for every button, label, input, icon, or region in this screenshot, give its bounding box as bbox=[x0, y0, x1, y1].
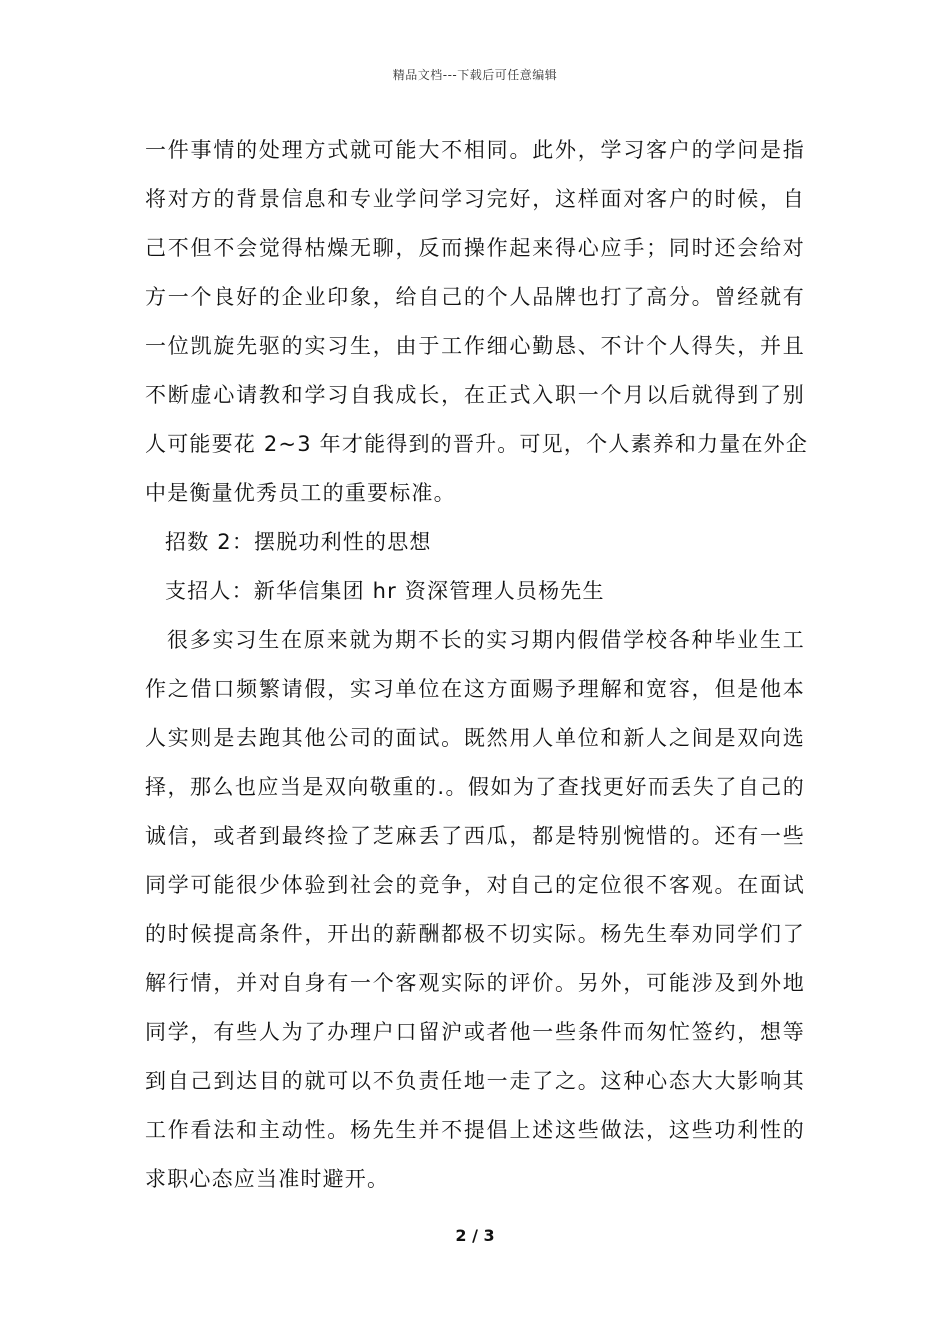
document-body bbox=[145, 126, 809, 1204]
text-line: 择，那么也应当是双向敬重的.。假如为了查找更好而丢失了自己的 bbox=[145, 775, 805, 799]
text-line: 解行情，并对自身有一个客观实际的评价。另外，可能涉及到外地 bbox=[145, 971, 805, 995]
text-line: 人实则是去跑其他公司的面试。既然用人单位和新人之间是双向选 bbox=[145, 726, 805, 750]
text-line: 作之借口频繁请假，实习单位在这方面赐予理解和宽容，但是他本 bbox=[145, 677, 805, 701]
text-line: 到自己到达目的就可以不负责任地一走了之。这种心态大大影响其 bbox=[145, 1069, 805, 1093]
text-line: 诚信，或者到最终捡了芝麻丢了西瓜，都是特别惋惜的。还有一些 bbox=[145, 824, 805, 848]
text-line: 将对方的背景信息和专业学问学习完好，这样面对客户的时候，自 bbox=[145, 187, 805, 211]
text-line: 工作看法和主动性。杨先生并不提倡上述这些做法，这些功利性的 bbox=[145, 1118, 805, 1142]
page-header: 精品文档---下载后可任意编辑 bbox=[392, 68, 558, 82]
page-number: 2 / 3 bbox=[455, 1226, 495, 1245]
section-heading: 招数 2：摆脱功利性的思想 bbox=[165, 530, 432, 554]
text-line: 己不但不会觉得枯燥无聊，反而操作起来得心应手；同时还会给对 bbox=[145, 236, 805, 260]
text-line: 不断虚心请教和学习自我成长，在正式入职一个月以后就得到了别 bbox=[145, 383, 805, 407]
text-line: 很多实习生在原来就为期不长的实习期内假借学校各种毕业生工 bbox=[167, 628, 805, 652]
text-line: 同学可能很少体验到社会的竞争，对自己的定位很不客观。在面试 bbox=[145, 873, 805, 897]
text-line: 人可能要花 2~3 年才能得到的晋升。可见，个人素养和力量在外企 bbox=[145, 432, 809, 456]
text-line: 方一个良好的企业印象，给自己的个人品牌也打了高分。曾经就有 bbox=[145, 285, 805, 309]
section-author: 支招人：新华信集团 hr 资深管理人员杨先生 bbox=[165, 579, 605, 603]
text-line: 同学，有些人为了办理户口留沪或者他一些条件而匆忙签约，想等 bbox=[145, 1020, 805, 1044]
text-line: 一位凯旋先驱的实习生，由于工作细心勤恳、不计个人得失，并且 bbox=[145, 334, 805, 358]
text-line: 一件事情的处理方式就可能大不相同。此外，学习客户的学问是指 bbox=[145, 138, 805, 162]
text-line: 中是衡量优秀员工的重要标准。 bbox=[145, 481, 456, 505]
text-line: 求职心态应当准时避开。 bbox=[145, 1167, 390, 1191]
text-line: 的时候提高条件，开出的薪酬都极不切实际。杨先生奉劝同学们了 bbox=[145, 922, 805, 946]
